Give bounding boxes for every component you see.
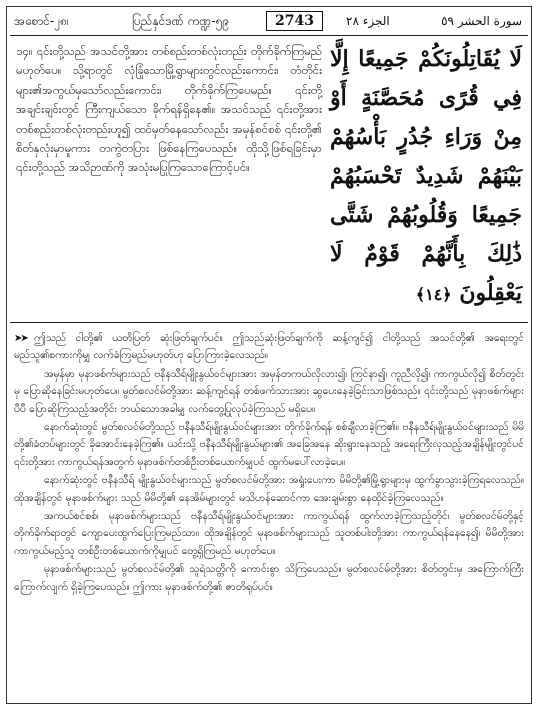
- chapter-label: ပြည်နှင်ဒဏ် ကဏ္ဍ-၅၉: [132, 14, 230, 28]
- translation-text: ၁၄။ ၎င်းတို့သည် အသင်တို့အား တစ်စည်းတစ်လုံးတည်း တိုက်ခိုက်ကြမည် မဟုတ်ပေ။ သို့ရာတွင် လုံခြုံသောမြို့ရွာများတွင်လည်းကောင်း၊ တံတိုင်းများ၏အကွယ်မှသော်လည်းကောင်း၊ တိုက်ခိုက်ကြပေမည်။ ၎င်းတို့ အချင်းချင်းတွင် ကြီးကျယ်သော ခိုက်ရန်ရှိနေ၏။ အသင်သည် ၎င်းတို့အား တစ်စည်းတစ်လုံးတည်းဟူ၍ ထင်မှတ်နေသော်လည်း အမှန်စင်စစ် ၎င်းတို့၏ စိတ်နှလုံးမှာမူကား တကွဲတပြား ဖြစ်နေကြပေသည်။ ထိုသို့ဖြစ်ရခြင်းမှာ ၎င်းတို့သည် အသိဉာဏ်ကို အသုံးမပြုကြသောကြောင့်ပင်။: [16, 44, 322, 175]
- commentary-paragraph: အမှန်မှာ မုနာဖစ်က်များသည် ဗနီနသီရ်မျိုးနွယ်ဝင်များအား အမှန်တကယ်လိုလား၍၊ ကြင်နာ၍၊ ကူညီလို၍၊ ကာကွယ်လို၍ စိတ်တွင်းမှ ပြောဆိုနေခြင်းမဟုတ်ပေ။ မွတ်စလင်မ်တို့အား ဆန့်ကျင်ရန် တစ်ဖက်သားအား ဆွပေးနေခဲ့ခြင်းသာဖြစ်သည်။ ၎င်းတို့သည် မုနာဖစ်က်များပီပီ ပြောဆိုကြသည့်အတိုင်း ဘယ်သောအခါမျှ လက်တွေ့ပြုလုပ်ခဲ့ကြသည် မရှိပေ။: [14, 367, 524, 415]
- commentary-paragraph: နောက်ဆုံးတွင် မွတ်စလင်မ်တို့သည် ဗနီနသီရ်မျိုးနွယ်ဝင်များအား တိုက်ခိုက်ရန် စစ်ချီလာခဲ့ကြ၏။ ဗနီနသီရ်မျိုးနွယ်ဝင်များသည် မိမိတို့၏ခံတပ်များတွင် ခိုအောင်းနေခဲ့ကြ၏။ ယင်းသို့ ဗနီနသီရ်မျိုးနွယ်များ၏ အခြေအနေ ဆိုးရွားနေသည့် အရေးကြီးလှသည့်အချိန်မျိုးတွင်ပင် ၎င်းတို့အား ကာကွယ်ရန်အတွက် မုနာဖစ်က်တစ်ဦးတစ်ယောက်မျှပင် ထွက်မပေါ်လာခဲ့ပေ။: [14, 421, 524, 468]
- surah-label: سورة الحشر ٥٩: [441, 14, 522, 28]
- juz-label: الجزء ٢٨: [346, 14, 390, 28]
- page-number: 2743: [266, 11, 323, 31]
- section-divider: [10, 322, 528, 323]
- commentary-paragraph: အကယ်စင်စစ်၊ မုနာဖစ်က်များသည် ဗနီနသီရ်မျိုးနွယ်ဝင်များအား ကာကွယ်ရန် ထွက်လာခဲ့ကြသည့်တိုင်၊ မွတ်စလင်မ်တို့နှင့် တိုက်ခိုက်ရာတွင် ကျောပေးထွက်ပြေးကြမည်သာ။ ထိုအချိန်တွင် မုနာဖစ်က်များသည် သူတစ်ပါးတို့အား ကာကွယ်ရန်နေနေ၍၊ မိမိတို့အား ကာကွယ်မည့်သူ တစ်ဦးတစ်ယောက်ကိုမျှပင် တွေ့ရှိကြမည် မဟုတ်ပေ။: [14, 510, 524, 557]
- arabic-verse-text: لَا يُقَاتِلُونَكُمْ جَمِيعًا إِلَّا فِي قُرًى مُحَصَّنَةٍ أَوْ مِنْ وَرَاءِ جُدُرٍ بَأْسُهُمْ بَيْنَهُمْ شَدِيدٌ تَحْسَبُهُمْ جَمِيعًا وَقُلُوبُهُمْ شَتَّى ذَٰلِكَ بِأَنَّهُمْ قَوْمٌ لَا يَعْقِلُونَ: [330, 46, 522, 306]
- arabic-verse-block: [328, 40, 524, 322]
- commentary-paragraph: နောက်ဆုံးတွင် ဗနီနသီရ် မျိုးနွယ်ဝင်များသည် မွတ်စလင်မ်တို့အား အရှုံးပေးကာ မိမိတို့၏မြို့ရွာများမှ ထွက်ခွာသွားခဲ့ကြရလေသည်။ ထိုအချိန်တွင် မုနာဖစ်က်များ သည် မိမိတို့၏ နေအိမ်များတွင် မသိဟန်ဆောင်ကာ အေးချမ်းစွာ နေထိုင်ခဲ့ကြလေသည်။: [14, 474, 524, 504]
- ayah-number-marker: ﴿١٤﴾: [415, 285, 452, 304]
- arabic-verse: [328, 40, 524, 314]
- commentary-paragraph: ➤➤ ဤသည် ငါတို့၏ ယတိပြတ် ဆုံးဖြတ်ချက်ပင်။ ဤသည်ဆုံးဖြတ်ချက်ကို ဆန့်ကျင်၍ ငါတို့သည် အသင်တို့၏ အရေးတွင် မည်သူ၏စကားကိုမျှ လက်ခံကြမည်မဟုတ်ဟု ပြောကြားခဲ့လေသည်။: [14, 332, 524, 362]
- volume-label: အစောင်-၂၈၊: [14, 14, 69, 28]
- page-header: [14, 10, 526, 34]
- verse-translation: [16, 42, 322, 178]
- header-divider: [10, 35, 528, 36]
- commentary-paragraph: မုနာဖစ်က်များသည် မွတ်စလင်မ်တို့၏ သူရဲသတ္တိကို ကောင်းစွာ သိကြပေသည်။ မွတ်စလင်မ်တို့အား စိတ်တွင်းမှ အကြောက်ကြီးကြောက်လျက် ရှိခဲ့ကြပေသည်။ ဤကား မုနာဖစ်က်တို့၏ ဇာတိရုပ်ပင်။: [14, 563, 524, 593]
- commentary: [14, 330, 524, 597]
- commentary-arrow-icon: ➤➤: [14, 333, 27, 344]
